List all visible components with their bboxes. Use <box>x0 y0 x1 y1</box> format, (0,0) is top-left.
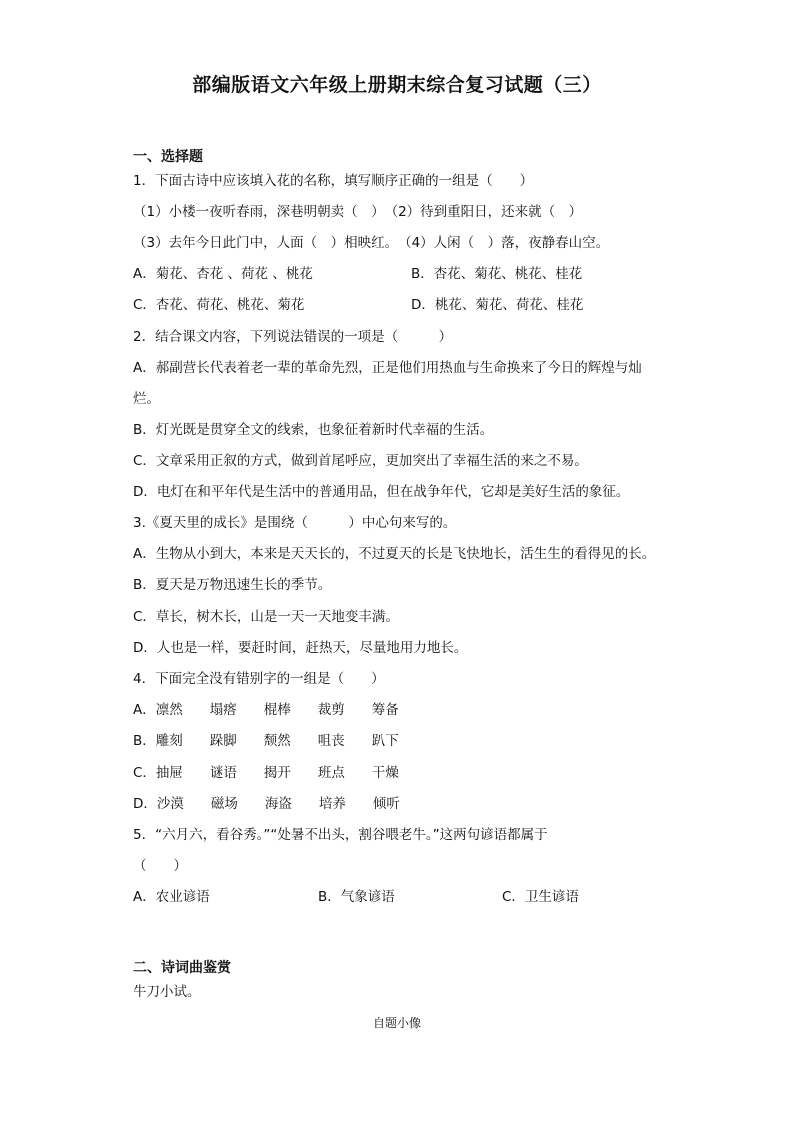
question-5-stem: 5．“六月六，看谷秀。”“处暑不出头，割谷喂老牛。”这两句谚语都属于 <box>133 827 548 843</box>
question-3-stem: 3.《夏天里的成长》是围绕（ ）中心句来写的。 <box>133 515 457 531</box>
question-2-stem: 2．结合课文内容，下列说法错误的一项是（ ） <box>133 329 453 345</box>
question-5-option-b: B．气象谚语 <box>318 889 395 905</box>
question-4-option-d: D．沙漠 磁场 海盗 培养 倾听 <box>133 796 400 812</box>
question-1-option-d: D．桃花、菊花、荷花、桂花 <box>411 297 584 313</box>
question-1-option-a: A．菊花、杏花 、荷花 、桃花 <box>133 266 313 282</box>
question-1-option-b: B．杏花、菊花、桃花、桂花 <box>411 266 583 282</box>
question-5-option-a: A．农业谚语 <box>133 889 210 905</box>
question-3-option-a: A．生物从小到大，本来是天天长的，不过夏天的长是飞快地长，活生生的看得见的长。 <box>133 546 656 562</box>
question-2-option-a-cont: 烂。 <box>133 391 160 407</box>
question-2-option-d: D．电灯在和平年代是生活中的普通用品，但在战争年代，它却是美好生活的象征。 <box>133 484 630 500</box>
question-4-option-c: C．抽屉 谜语 揭开 班点 干燥 <box>133 765 399 781</box>
question-4-option-a: A．凛然 塌瘩 棍棒 裁剪 筹备 <box>133 702 399 718</box>
question-3-option-d: D．人也是一样，要赶时间，赶热天，尽量地用力地长。 <box>133 640 468 656</box>
page-title: 部编版语文六年级上册期末综合复习试题（三） <box>192 74 602 96</box>
question-3-option-b: B．夏天是万物迅速生长的季节。 <box>133 577 332 593</box>
question-5-option-c: C．卫生谚语 <box>502 889 579 905</box>
question-2-option-a: A．郝副营长代表着老一辈的革命先烈，正是他们用热血与生命换来了今日的辉煌与灿 <box>133 360 642 376</box>
question-1-line-1: （1）小楼一夜听春雨，深巷明朝卖（ ） （2）待到重阳日，还来就（ ） <box>133 204 583 220</box>
question-1-option-c: C．杏花、荷花、桃花、菊花 <box>133 297 305 313</box>
question-1-line-2: （3）去年今日此门中，人面（ ）相映红。 （4）人闲（ ）落，夜静春山空。 <box>133 235 610 251</box>
question-5-answer-paren: （ ） <box>133 858 187 874</box>
section-2-intro: 牛刀小试。 <box>133 984 201 1000</box>
section-heading-choice: 一、选择题 <box>133 149 203 165</box>
question-3-option-c: C．草长，树木长，山是一天一天地变丰满。 <box>133 609 399 625</box>
section-heading-poetry: 二、诗词曲鉴赏 <box>133 960 231 976</box>
question-4-stem: 4．下面完全没有错别字的一组是（ ） <box>133 671 385 687</box>
question-1-stem: 1．下面古诗中应该填入花的名称，填写顺序正确的一组是（ ） <box>133 173 534 189</box>
question-4-option-b: B．雕刻 跺脚 颓然 咀丧 趴下 <box>133 733 399 749</box>
poem-title: 自题小像 <box>372 1016 421 1030</box>
question-2-option-b: B．灯光既是贯穿全文的线索，也象征着新时代幸福的生活。 <box>133 422 494 438</box>
question-2-option-c: C．文章采用正叙的方式，做到首尾呼应，更加突出了幸福生活的来之不易。 <box>133 453 588 469</box>
